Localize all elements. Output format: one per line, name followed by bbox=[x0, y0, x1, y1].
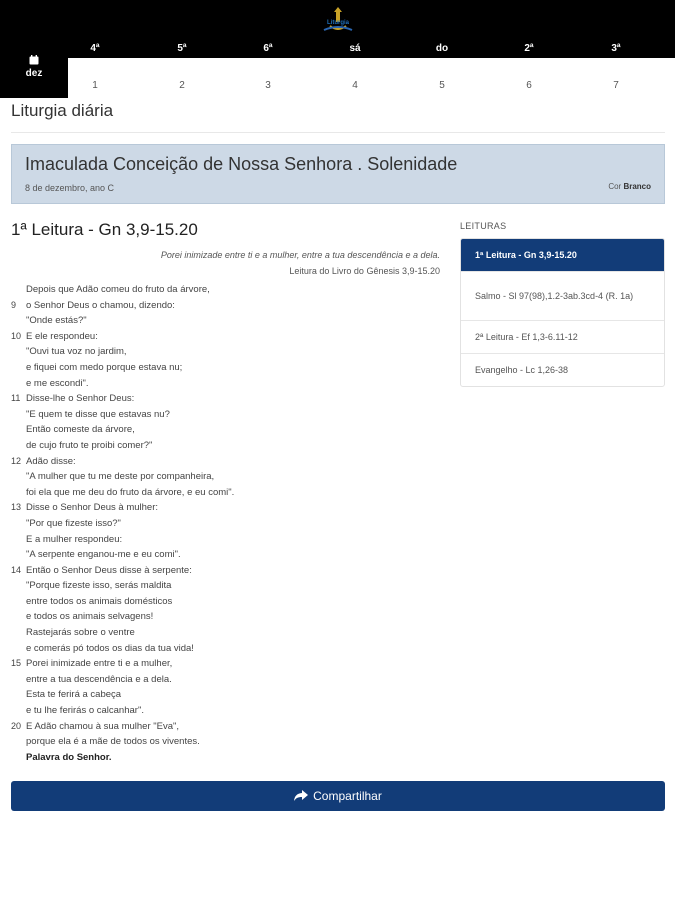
readings-list bbox=[460, 238, 665, 387]
verse-text: "A mulher que tu me deste por companheira, bbox=[26, 471, 215, 483]
weekday-label: sá bbox=[349, 43, 361, 54]
month-label: dez bbox=[25, 68, 43, 79]
verse-text: Então comeste da árvore, bbox=[26, 424, 135, 436]
reading-list-item[interactable]: 2ª Leitura - Ef 1,3-6.11-12 bbox=[461, 320, 664, 353]
share-button[interactable] bbox=[11, 781, 665, 811]
calendar-day[interactable]: 2 bbox=[179, 80, 185, 91]
feast-title: Imaculada Conceição de Nossa Senhora . Solenidade bbox=[25, 154, 458, 174]
calendar-day[interactable]: 1 bbox=[92, 80, 98, 91]
weekday-row bbox=[0, 42, 675, 56]
verse-text: Então o Senhor Deus disse à serpente: bbox=[26, 564, 192, 576]
sidebar-heading: LEITURAS bbox=[460, 221, 507, 231]
verse-number: 10 bbox=[11, 330, 22, 341]
verse-line bbox=[11, 672, 441, 688]
verse-line bbox=[11, 719, 441, 735]
divider bbox=[11, 132, 665, 133]
verse-text: E a mulher respondeu: bbox=[26, 533, 123, 545]
weekday-label: 4ª bbox=[90, 43, 100, 54]
verse-text: de cujo fruto te proibi comer?" bbox=[26, 439, 153, 451]
verse-text: porque ela é a mãe de todos os viventes. bbox=[26, 736, 200, 748]
verse-line bbox=[11, 282, 441, 298]
verse-number: 12 bbox=[11, 455, 22, 466]
verse-number: 11 bbox=[11, 393, 21, 404]
verse-text: entre a tua descendência e a dela. bbox=[26, 673, 172, 685]
verse-text: e me escondi". bbox=[26, 377, 89, 389]
reading-text bbox=[11, 282, 441, 765]
verse-text: E Adão chamou à sua mulher "Eva", bbox=[26, 720, 180, 732]
feast-date: 8 de dezembro, ano C bbox=[25, 183, 115, 193]
reading-title: 1ª Leitura - Gn 3,9-15.20 bbox=[11, 220, 198, 239]
verse-line bbox=[11, 438, 441, 454]
verse-number: 14 bbox=[11, 564, 22, 575]
verse-line bbox=[11, 625, 441, 641]
verse-text: Esta te ferirá a cabeça bbox=[26, 689, 122, 701]
verse-text: e fiquei com medo porque estava nu; bbox=[26, 361, 183, 373]
readings-sidebar bbox=[460, 218, 665, 387]
verse-line bbox=[11, 703, 441, 719]
share-label: Compartilhar bbox=[313, 789, 382, 803]
verse-text: "E quem te disse que estavas nu? bbox=[26, 408, 170, 420]
month-tab[interactable] bbox=[0, 50, 68, 98]
color-label: Cor bbox=[608, 182, 622, 191]
calendar-day[interactable]: 4 bbox=[352, 80, 358, 91]
share-icon bbox=[294, 790, 308, 802]
verse-text: foi ela que me deu do fruto da árvore, e eu comi". bbox=[26, 486, 235, 498]
verse-text: e tu lhe ferirás o calcanhar". bbox=[26, 705, 144, 717]
verse-text: "A serpente enganou-me e eu comi". bbox=[26, 549, 181, 561]
verse-line bbox=[11, 485, 441, 501]
verse-line bbox=[11, 656, 441, 672]
closing-text: Palavra do Senhor. bbox=[26, 751, 112, 763]
reading-closing bbox=[11, 750, 441, 766]
verse-line bbox=[11, 563, 441, 579]
weekday-label: 3ª bbox=[611, 43, 621, 54]
verse-number: 20 bbox=[11, 720, 22, 731]
verse-line bbox=[11, 391, 441, 407]
verse-text: Disse-lhe o Senhor Deus: bbox=[26, 393, 135, 405]
verse-line bbox=[11, 454, 441, 470]
verse-line bbox=[11, 313, 441, 329]
verse-line bbox=[11, 594, 441, 610]
weekday-label: 6ª bbox=[263, 43, 273, 54]
reading-antiphon: Porei inimizade entre ti e a mulher, entre a tua descendência e a dela. bbox=[160, 250, 440, 260]
verse-text: entre todos os animais domésticos bbox=[26, 595, 173, 607]
verse-text: "Porque fizeste isso, serás maldita bbox=[26, 580, 172, 592]
verse-line bbox=[11, 641, 441, 657]
weekday-label: do bbox=[435, 43, 449, 54]
verse-line bbox=[11, 532, 441, 548]
verse-line bbox=[11, 407, 441, 423]
verse-line bbox=[11, 329, 441, 345]
reading-list-item[interactable]: Evangelho - Lc 1,26-38 bbox=[461, 353, 664, 386]
verse-line bbox=[11, 376, 441, 392]
calendar-row bbox=[0, 58, 675, 100]
calendar-day[interactable]: 6 bbox=[526, 80, 532, 91]
page-title: Liturgia diária bbox=[11, 101, 114, 120]
verse-number: 13 bbox=[11, 502, 22, 513]
verse-number: 15 bbox=[11, 658, 22, 669]
verse-text: e todos os animais selvagens! bbox=[26, 611, 154, 623]
verse-line bbox=[11, 469, 441, 485]
calendar-day[interactable]: 7 bbox=[613, 80, 619, 91]
verse-line bbox=[11, 500, 441, 516]
reading-list-item[interactable]: Salmo - Sl 97(98),1.2-3ab.3cd-4 (R. 1a) bbox=[461, 271, 664, 320]
app-logo[interactable] bbox=[312, 4, 364, 34]
verse-text: Disse o Senhor Deus à mulher: bbox=[26, 502, 159, 514]
verse-text: Porei inimizade entre ti e a mulher, bbox=[26, 658, 173, 670]
verse-line bbox=[11, 547, 441, 563]
verse-text: Depois que Adão comeu do fruto da árvore, bbox=[26, 284, 210, 295]
color-value: Branco bbox=[623, 182, 651, 191]
verse-text: Rastejarás sobre o ventre bbox=[26, 627, 135, 639]
app-logo-text: Liturgia bbox=[327, 20, 349, 26]
weekday-label: 5ª bbox=[177, 43, 187, 54]
reading-book-reference: Leitura do Livro do Gênesis 3,9-15.20 bbox=[289, 266, 440, 276]
verse-text: E ele respondeu: bbox=[26, 330, 98, 342]
verse-line bbox=[11, 687, 441, 703]
verse-line bbox=[11, 734, 441, 750]
verse-line bbox=[11, 578, 441, 594]
verse-text: Adão disse: bbox=[26, 455, 76, 467]
verse-line bbox=[11, 344, 441, 360]
verse-line bbox=[11, 609, 441, 625]
verse-text: e comerás pó todos os dias da tua vida! bbox=[26, 642, 194, 654]
verse-text: "Por que fizeste isso?" bbox=[26, 517, 121, 529]
verse-line bbox=[11, 422, 441, 438]
verse-line bbox=[11, 360, 441, 376]
verse-text: o Senhor Deus o chamou, dizendo: bbox=[26, 299, 175, 311]
verse-text: "Onde estás?" bbox=[26, 315, 87, 327]
verse-text: "Ouvi tua voz no jardim, bbox=[26, 346, 127, 358]
verse-line bbox=[11, 516, 441, 532]
reading-list-item[interactable]: 1ª Leitura - Gn 3,9-15.20 bbox=[461, 239, 664, 271]
liturgical-color bbox=[608, 182, 651, 191]
feast-banner bbox=[11, 144, 665, 204]
verse-number: 9 bbox=[11, 299, 17, 310]
calendar-icon bbox=[29, 55, 39, 65]
calendar-day[interactable]: 5 bbox=[439, 80, 445, 91]
top-bar bbox=[0, 0, 675, 58]
verse-line bbox=[11, 298, 441, 314]
calendar-day[interactable]: 3 bbox=[265, 80, 271, 91]
weekday-label: 2ª bbox=[524, 43, 534, 54]
